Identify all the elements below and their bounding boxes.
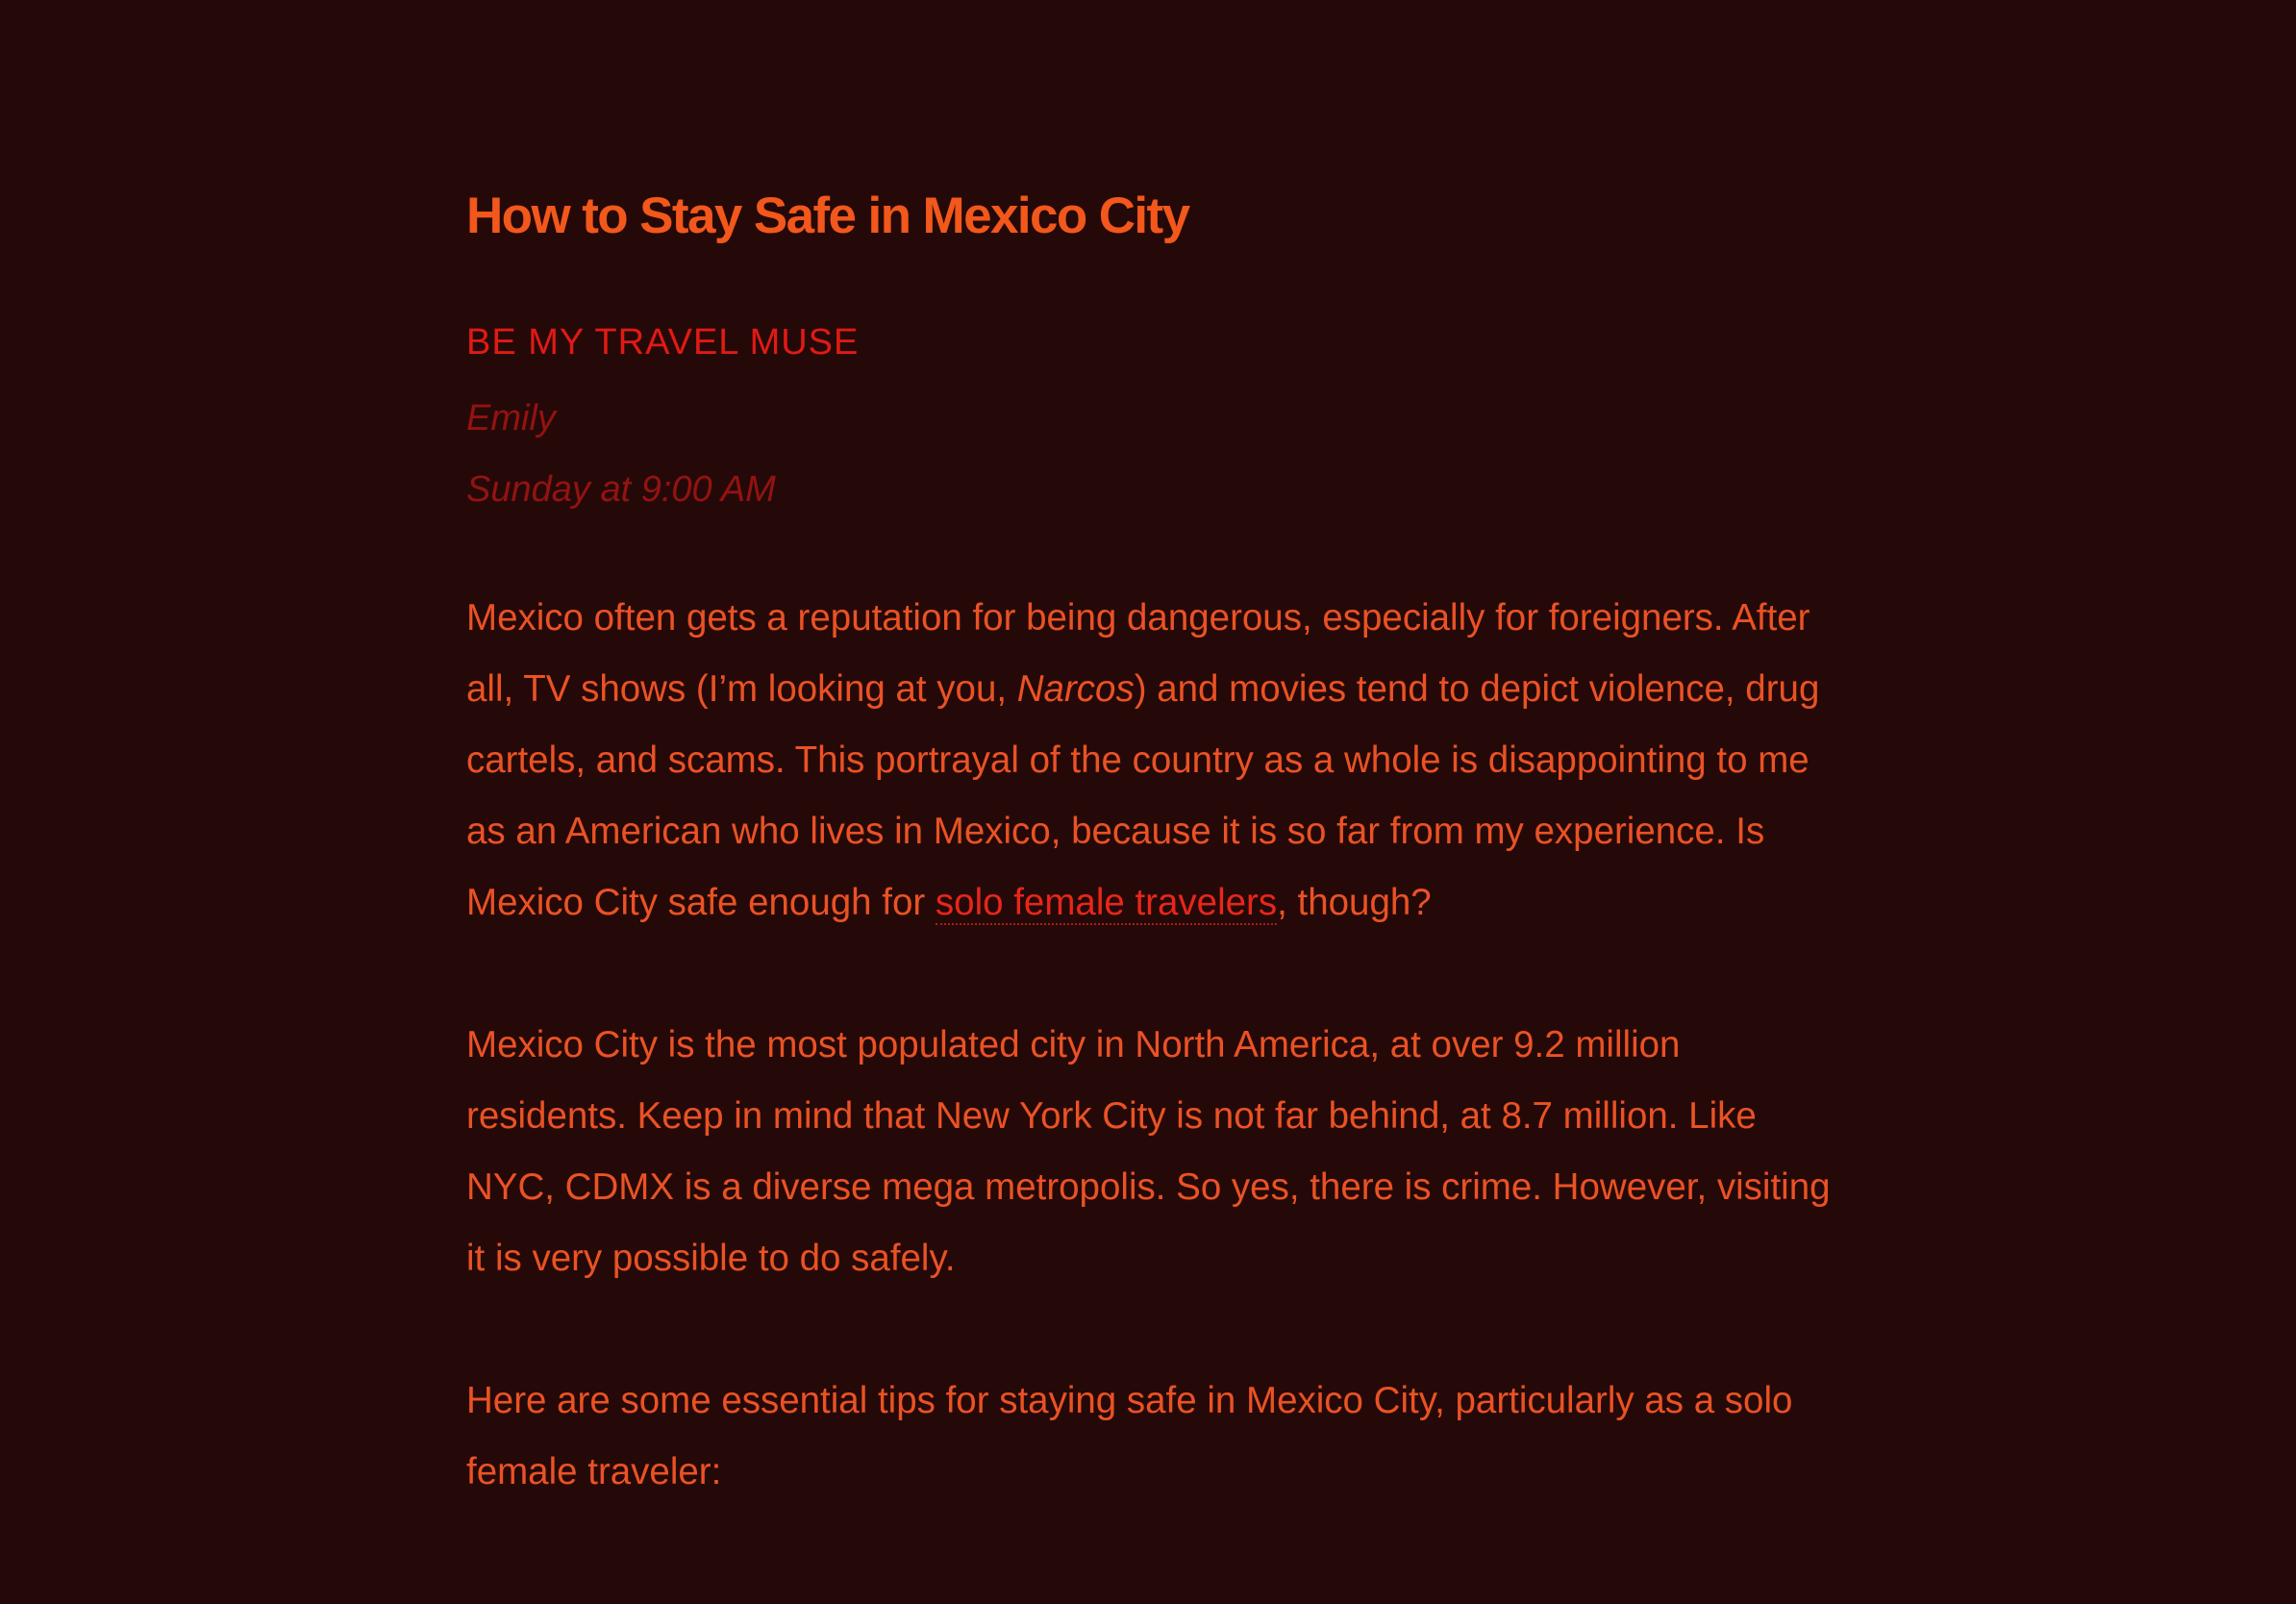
article-title: How to Stay Safe in Mexico City [466,188,1189,244]
paragraph-1-text-b: ) and movies tend to depict violence, drug cartels, and scams. This portrayal of the country as a whole is disappointing to me as an American who lives in Mexico, because it is so far from my experience. Is Mexico City safe enough for [466,668,1820,923]
article-content [466,583,1832,1508]
paragraph-1-text-c: , though? [1277,882,1432,923]
paragraph-1 [466,583,1832,939]
article-author: Emily [466,398,556,439]
paragraph-3: Here are some essential tips for staying safe in Mexico City, particularly as a solo female traveler: [466,1380,1793,1492]
article [466,181,1832,1579]
article-source: BE MY TRAVEL MUSE [466,322,860,363]
paragraph-2: Mexico City is the most populated city in North America, at over 9.2 million residents. Keep in mind that New York City is not far behind, at 8.7 million. Like NYC, CDMX is a diverse mega metropolis. So yes, there is crime. However, visiting it is very possible to do safely. [466,1024,1831,1279]
solo-female-travelers-link[interactable]: solo female travelers [935,882,1278,923]
article-date: Sunday at 9:00 AM [466,469,776,510]
paragraph-1-text-a: Mexico often gets a reputation for being dangerous, especially for foreigners. After all, TV shows (I’m looking at you, [466,597,1810,710]
paragraph-1-emphasis: Narcos [1016,668,1135,710]
